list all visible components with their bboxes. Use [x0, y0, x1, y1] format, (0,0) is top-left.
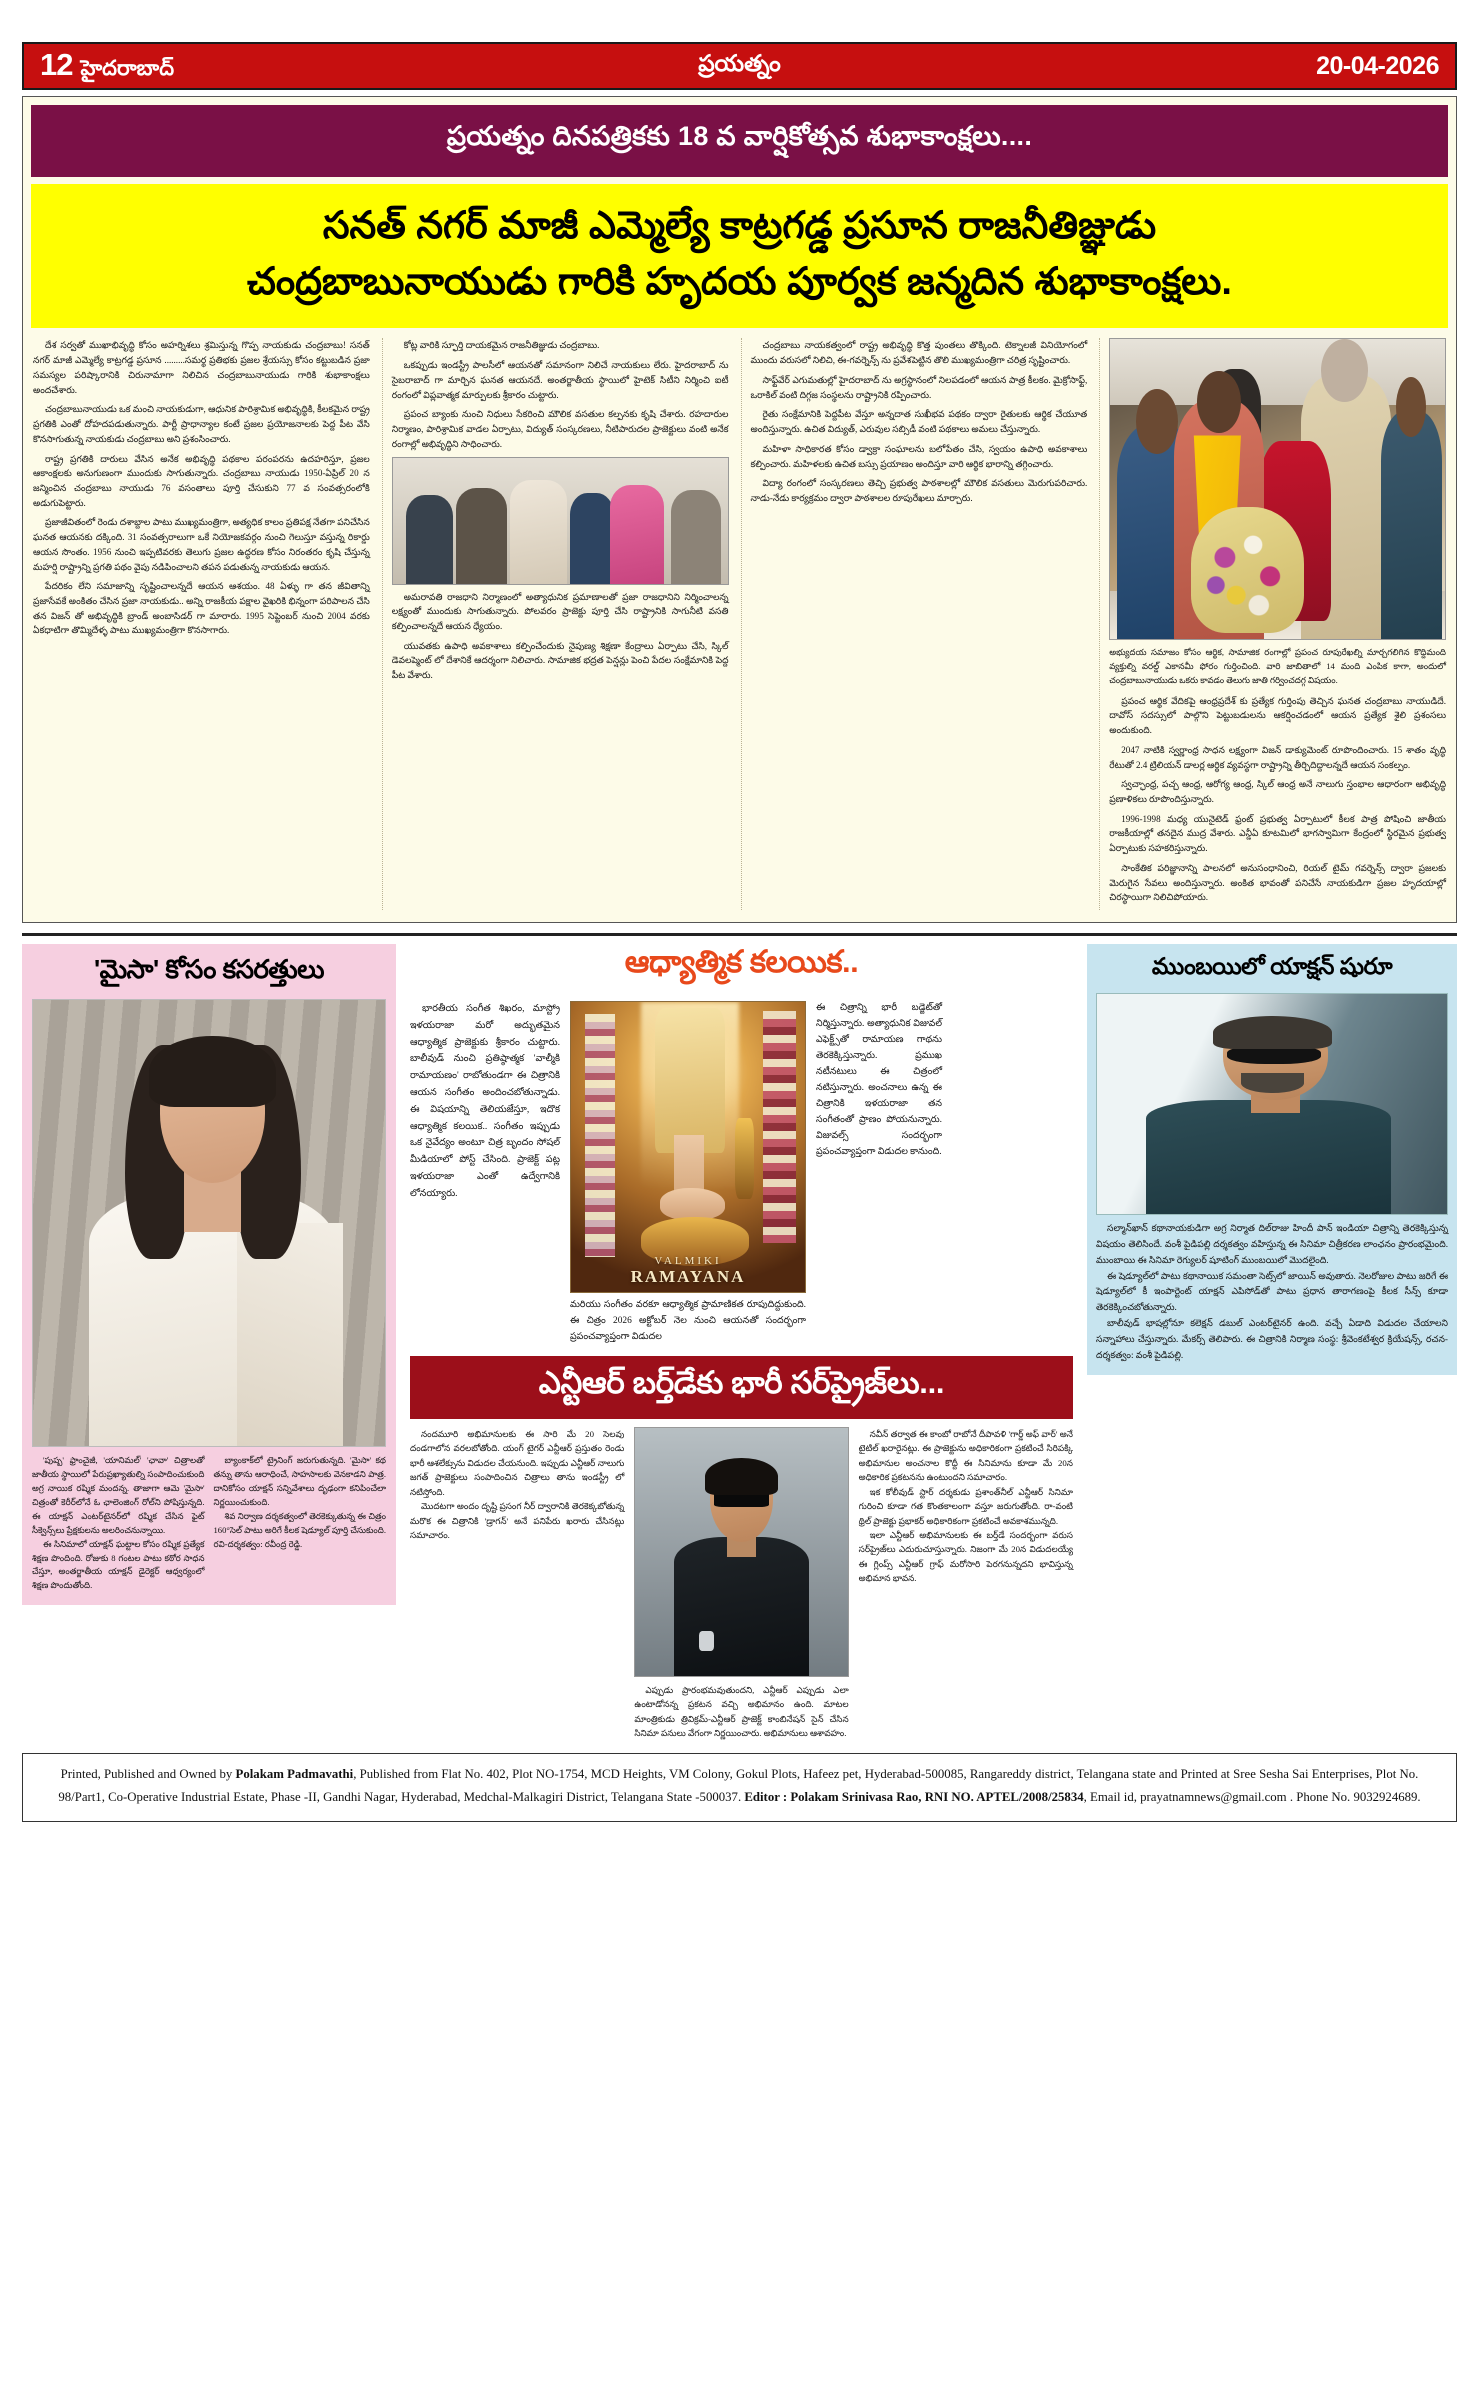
paragraph: ఇలా ఎన్టీఆర్ అభిమానులకు ఈ బర్త్‌డే సందర్భంగా వరుస సర్‌ప్రైజ్‌లు ఎదురుచూస్తున్నారు. నిజంగా మే 20న విడుదలయ్యే ఈ గ్లింప్స్ ఎన్టీఆర్ గ్రాఫ్ మరోసారి పెరగనున్నదని భావిస్తున్న అభిమాన భావన. — [858, 1529, 1073, 1584]
rashmika-headline: 'మైసా' కోసం కసరత్తులు — [93, 954, 325, 985]
ntr-column-2 — [634, 1427, 848, 1741]
middle-column-wrapper — [406, 944, 1077, 1741]
birthday-banner-line-1: సనత్ నగర్ మాజీ ఎమ్మెల్యే కాట్రగడ్డ ప్రసూన రాజనీతిజ్ఞుడు — [322, 205, 1157, 247]
poster-title-line-1: VALMIKI — [654, 1255, 722, 1268]
rashmika-panel — [22, 944, 396, 1605]
paragraph: రైతు సంక్షేమానికి పెద్దపీట వేస్తూ అన్నదాత సుఖీభవ పథకం ద్వారా రైతులకు ఆర్థిక చేయూత అందిస్తున్నారు. ఉచిత విద్యుత్, ఎరువుల సబ్సిడీ వంటి పథకాలు అమలు చేస్తున్నారు. — [750, 409, 1088, 435]
poster-caption: మరియు సంగీతం వరకూ ఆధ్యాత్మిక ప్రామాణికత రూపుదిద్దుకుంది. ఈ చిత్రం 2026 అక్టోబర్ నెల నుంచి ఆయనతో సందర్భంగా ప్రపంచవ్యాప్తంగా విడుదల — [570, 1300, 806, 1343]
rashmika-text-columns — [32, 1454, 386, 1593]
salman-caption — [1096, 1221, 1448, 1363]
paragraph: చంద్రబాబు నాయకత్వంలో రాష్ట్ర అభివృద్ధి కొత్త పుంతలు తొక్కింది. టెక్నాలజీ వినియోగంలో ముందు వరుసలో నిలిచి, ఈ-గవర్నెన్స్ ను ప్రవేశపెట్టిన తొలి ముఖ్యమంత్రిగా చరిత్ర సృష్టించారు. — [750, 340, 1088, 366]
poster-title-line-2: RAMAYANA — [630, 1267, 746, 1287]
spiritual-right-text — [816, 1001, 942, 1346]
paragraph: ఈ షెడ్యూల్‌లో పాటు కథానాయిక సమంతా సెట్స్‌లో జాయిన్ అవుతారు. నెలరోజుల పాటు జరిగే ఈ షెడ్యూల్‌లో కీ ఇంపార్టెంట్ యాక్షన్ ఎపిసోడ్‌తో పాటు ప్రధాన తారాగణంపై కీలక సీన్స్ కూడా తెరకెక్కించబోతున్నారు. — [1096, 1270, 1448, 1313]
photo-group-meeting — [392, 457, 729, 585]
article-column-2 — [382, 338, 729, 910]
photo-chandrababu-greeting — [1109, 338, 1446, 640]
spiritual-body — [406, 997, 1077, 1346]
paragraph: పేదరికం లేని సమాజాన్ని సృష్టించాలన్నదే ఆయన ఆశయం. 48 ఏళ్ళు గా తన జీవితాన్ని ప్రజాసేవకే అంకితం చేసిన ప్రజా నాయకుడు.. అన్ని రాజకీయ పక్షాల వైఖరికి భిన్నంగా పరిపాలన చేసి తన విజన్ తో అభివృద్ధికి బ్రాండ్ అంబాసిడర్ గా మారారు. 1995 సెప్టెంబర్ నుంచి 2004 వరకు ఏకధాటిగా తొమ్మిదేళ్ళ పాటు ముఖ్యమంత్రిగా కొనసాగారు. — [33, 581, 370, 636]
article-column-3 — [741, 338, 1088, 910]
poster-title — [571, 1255, 805, 1287]
paragraph: సాంకేతిక పరిజ్ఞానాన్ని పాలనలో అనుసంధానించి, రియల్ టైమ్ గవర్నెన్స్ ద్వారా ప్రజలకు మెరుగైన సేవలు అందిస్తున్నారు. అంకిత భావంతో పనిచేసే నాయకుడిగా ప్రజల హృదయాల్లో చిరస్థాయిగా నిలిచిపోయారు. — [1109, 862, 1446, 903]
salman-headline: ముంబయిలో యాక్షన్ షురూ — [1151, 953, 1393, 980]
footer-imprint — [22, 1753, 1457, 1822]
paragraph: భారతీయ సంగీత శిఖరం, మాస్ట్రో ఇళయరాజా మరో అద్భుతమైన ఆధ్యాత్మిక ప్రాజెక్టుకు శ్రీకారం చుట్టారు. బాలీవుడ్ నుంచి ప్రతిష్ఠాత్మక 'వాల్మీకి రామాయణం' రాబోతుండగా ఈ చిత్రానికి ఆయన సంగీతం అందించబోతున్నాడు. ఈ విషయాన్ని తెలియజేస్తూ, ఇదొక ఆధ్యాత్మిక కలయిక.. సంగీతం ఇప్పుడు ఒక నైవేద్యం అంటూ చిత్ర బృందం సోషల్ మీడియాలో పోస్ట్ చేసింది. ప్రాజెక్ట్ పట్ల ఇళయరాజా ఎంతో ఉద్వేగానికి లోనయ్యారు. — [410, 1003, 560, 1199]
footer-line-3-c: , Email id, prayatnamnews@gmail.com . Phone No. 9032924689. — [1083, 1790, 1421, 1805]
lower-sections — [22, 944, 1457, 1741]
ntr-column-1 — [410, 1427, 624, 1741]
paragraph: అమరావతి రాజధాని నిర్మాణంలో అత్యాధునిక ప్రమాణాలతో ప్రజా రాజధానిని నిర్మించాలన్న లక్ష్యంతో ముందుకు సాగుతున్నారు. పోలవరం ప్రాజెక్టు పూర్తి చేసి రాష్ట్రానికి సాగునీటి వసతి కల్పించాలన్నదే ఆయన ధ్యేయం. — [391, 591, 729, 631]
article-column-4 — [1099, 338, 1446, 910]
photo-ntr — [634, 1427, 848, 1677]
poster-valmiki-ramayana — [570, 1001, 806, 1293]
paragraph: యువతకు ఉపాధి అవకాశాలు కల్పించేందుకు నైపుణ్య శిక్షణా కేంద్రాలు ఏర్పాటు చేసి, స్కిల్ డెవలప్మెంట్ లో దేశానికే ఆదర్శంగా నిలిచారు. సామాజిక భద్రత పెన్షన్లు పెంచి పేదల సంక్షేమానికి పెద్ద పీట వేశారు. — [391, 640, 729, 681]
paragraph: ఈ చిత్రాన్ని భారీ బడ్జెట్‌తో నిర్మిస్తున్నారు. అత్యాధునిక విజువల్ ఎఫెక్ట్స్‌తో రామాయణ గాథను తెరకెక్కిస్తున్నారు. ప్రముఖ నటీనటులు ఈ చిత్రంలో నటిస్తున్నారు. అంచనాలు ఉన్న ఈ చిత్రానికి ఇళయరాజా తన సంగీతంతో ప్రాణం పోయనున్నారు. విజువల్స్ సందర్భంగా ప్రపంచవ్యాప్తంగా విడుదల కానుంది. — [816, 1003, 942, 1157]
paragraph: ప్రపంచ ఆర్థిక వేదికపై ఆంధ్రప్రదేశ్ కు ప్రత్యేక గుర్తింపు తెచ్చిన ఘనత చంద్రబాబు నాయుడిదే. దావోస్ సదస్సులో పాల్గొని పెట్టుబడులను ఆకర్షించడంలో ఆయన ప్రత్యేక శైలి ప్రశంసలు అందుకుంది. — [1109, 695, 1446, 736]
photo-salman-khan — [1096, 993, 1448, 1215]
birthday-banner — [31, 184, 1448, 328]
paragraph: రాష్ట్ర ప్రగతికి దారులు వేసిన అనేక అభివృద్ధి పథకాల పరంపరను ఉదహరిస్తూ, ప్రజల ఆకాంక్షలకు అనుగుణంగా ముందుకు సాగుతున్నారు. చంద్రబాబు నాయుడు 1950-ఏప్రిల్ 20 న జన్మించిన చంద్రబాబు నాయుడు 76 వసంతాలు పూర్తి చేసుకుని 77 వ సంవత్సరంలోకి అడుగుపెట్టారు. — [33, 453, 370, 508]
paragraph: 'పుష్ప' ఫ్రాంచైజీ, 'యానిమల్' 'ఛావా' చిత్రాలతో జాతీయ స్థాయిలో పేరుప్రఖ్యాతుల్ని సంపాదించుకుంది అగ్ర నాయిక రష్మిక మందన్న. తాజాగా ఆమె 'మైసా' చిత్రంతో కెరీర్‌లోనే ఓ ఛాలెంజింగ్ రోల్‌ని పోషిస్తున్నది. ఈ యాక్షన్ ఎంటర్‌టైనర్‌లో రష్మిక చేసిన ఫైట్ సీక్వెన్స్‌లు ప్రేక్షకులను అలరించనున్నాయి. — [32, 1455, 205, 1535]
paragraph: చంద్రబాబునాయుడు ఒక మంచి నాయకుడుగా, ఆధునిక పారిశ్రామిక అభివృద్ధికి, కీలకమైన రాష్ట్ర ప్రగతికి ఎంతో దోహదపడుతున్నారు. పార్టీ ప్రాధాన్యాల కంటే ప్రజల ప్రయోజనాలకు పెద్ద పీట వేసి కొనసాగుతున్న నాయకుడు చంద్రబాబు అని ప్రశంసించారు. — [33, 404, 370, 444]
newspaper-page — [0, 42, 1479, 2406]
spiritual-left-text — [410, 1001, 560, 1346]
photo-rashmika — [32, 999, 386, 1447]
footer-line-3-a: Telangana State -500037. — [610, 1790, 745, 1805]
city-name: హైదరాబాద్ — [80, 56, 175, 80]
poster-wrapper — [570, 1001, 806, 1346]
ntr-article — [406, 1427, 1077, 1741]
paragraph: శివ నిర్వాణ దర్శకత్వంలో తెరకెక్కుతున్న ఈ చిత్రం 160°సెల్ పాటు అరిగే కీలక షెడ్యూల్ పూర్తి చేసుకుంది. రవి-దర్శకత్వం: రవీంద్ర రెడ్డి. — [213, 1510, 386, 1549]
paragraph: సాఫ్ట్‌వేర్ ఎగుమతుల్లో హైదరాబాద్ ను అగ్రస్థానంలో నిలపడంలో ఆయన పాత్ర కీలకం. మైక్రోసాఫ్ట్, ఒరాకిల్ వంటి దిగ్గజ సంస్థలను రాష్ట్రానికి రప్పించారు. — [750, 374, 1088, 400]
footer-editor: Editor : Polakam Srinivasa Rao, — [744, 1790, 922, 1805]
paragraph: 1996-1998 మధ్య యునైటెడ్ ఫ్రంట్ ప్రభుత్వ ఏర్పాటులో కీలక పాత్ర పోషించి జాతీయ రాజకీయాల్లో తనదైన ముద్ర వేశారు. ఎన్డీఏ కూటమిలో భాగస్వామిగా కేంద్రంలో స్థిరమైన ప్రభుత్వ ఏర్పాటుకు సహకరిస్తున్నారు. — [1109, 813, 1446, 854]
paragraph: ప్రపంచ బ్యాంకు నుంచి నిధులు సేకరించి మౌలిక వసతుల కల్పనకు కృషి చేశారు. రహదారుల నిర్మాణం, పారిశ్రామిక వాడల ఏర్పాటు, విద్యుత్ సంస్కరణలు, నీటిపారుదల ప్రాజెక్టులు వంటి అనేక రంగాల్లో అభివృద్ధిని సాధించారు. — [391, 409, 729, 449]
paragraph: దేశ సర్వతో ముఖాభివృద్ధి కోసం అహర్నిశలు శ్రమిస్తున్న గొప్ప నాయకుడు చంద్రబాబు! సనత్ నగర్ మాజీ ఎమ్మెల్యే కాట్రగడ్డ ప్రసూన .........సమర్థ ప్రతిభకు ప్రజల శ్రేయస్సు కోసం కట్టుబడిన ప్రజా సమస్యల పరిష్కారానికి చిరునామాగా నిలిచిన చంద్రబాబునాయుడు గారికి శుభాకాంక్షలు అందచేశారు. — [33, 340, 370, 395]
spiritual-section — [406, 944, 1077, 1346]
paragraph: నందమూరి అభిమానులకు ఈ సారి మే 20 సెలవు దండగాలోన వరలబోతోంది. యంగ్ టైగర్ ఎన్టీఆర్ ప్రస్తుతం రెండు భారీ ఆశలేక్సును విడుదల చేయనుంది. ఇప్పుడు ఎన్టీఆర్ నాలుగు జగత్ ప్రాజెక్టులు సంపాదించిన చిత్రాలు తాను ఇండస్ట్రీ లో నటిస్తోంది. — [410, 1429, 625, 1497]
article-column-1 — [33, 338, 370, 910]
paragraph: ఇక కోలీవుడ్ స్టార్ దర్శకుడు ప్రశాంత్‌నీల్ ఎన్టీఆర్ సినిమా గురించి కూడా గత కొంతకాలంగా వస్తూ జరుగుతోంది. రా-వంటి థ్రిల్ ప్రాజెక్టు ప్రభాకర్ అధికారికంగా ప్రకటించే అవకాశమున్నది. — [858, 1486, 1073, 1526]
section-divider — [22, 933, 1457, 936]
paragraph: ఈ సినిమాలో యాక్షన్ ఘట్టాల కోసం రష్మిక ప్రత్యేక శిక్షణ పొందింది. రోజుకు 8 గంటల పాటు కఠోర సాధన చేస్తూ, అంతర్జాతీయ యాక్షన్ డైరెక్టర్ ఆధ్వర్యంలో శిక్షణ పొందుతోంది. — [32, 1538, 205, 1591]
paragraph: బాలీవుడ్ భాషల్లోనూ కలెక్షన్ డబుల్ ఎంటర్‌టైనర్ ఉంది. వచ్చే ఏడాది విడుదల చేయాలని సన్నాహాలు చేస్తున్నారు. మేకర్స్ తెలిపారు. ఈ చిత్రానికి నిర్మాణ సంస్థ: శ్రీవెంకటేశ్వర క్రియేషన్స్, రచన-దర్శకత్వం: వంశీ పైడిపల్లి. — [1096, 1318, 1448, 1360]
spiritual-headline: ఆధ్యాత్మిక కలయిక.. — [624, 944, 859, 980]
page-number: 12 — [40, 46, 73, 82]
footer-line-1-suffix: , Published from Flat No. 402, Plot NO-1754, MCD Heights, VM Colony, Gokul Plots, Hafeez pet, Hyderabad-500085, Rangareddy — [353, 1766, 1032, 1781]
lead-article — [31, 336, 1448, 914]
paragraph: మహిళా సాధికారత కోసం డ్వాక్రా సంఘాలను బలోపేతం చేసి, స్వయం ఉపాధి అవకాశాలు కల్పించారు. మహిళలకు ఉచిత బస్సు ప్రయాణం అందిస్తూ వారి ఆర్థిక భారాన్ని తగ్గించారు. — [750, 443, 1088, 469]
rashmika-column-2 — [214, 1454, 387, 1593]
paragraph: సల్మాన్‌ఖాన్ కథానాయకుడిగా అగ్ర నిర్మాత దిల్‌రాజు హిందీ పాన్ ఇండియా చిత్రాన్ని తెరకెక్కిస్తున్న విషయం తెలిసిందే. వంశీ పైడిపల్లి దర్శకత్వం వహిస్తున్న ఈ సినిమా చిత్రీకరణ లాంఛనం ప్రారంభమైంది. ముంబాయి ఈ సినిమా రెగ్యులర్ షూటింగ్ ముంబయిలో మొదలైంది. — [1096, 1223, 1448, 1265]
photo-caption-chandrababu: అభ్యుదయ సమాజం కోసం ఆర్థిక, సామాజిక రంగాల్లో ప్రపంచ రూపురేఖల్ని మార్చగలిగిన కొద్దిమంది వ్యక్తుల్ని వరల్డ్ ఎకానమీ ఫోరం గుర్తించింది. వారి జాబితాలో 14 మంది ఎంపిక కాగా, అందులో చంద్రబాబునాయుడు ఒకరు కావడం తెలుగు జాతి గర్వించదగ్గ విషయం. — [1109, 647, 1446, 685]
paragraph: కోట్ల వారికి స్ఫూర్తి దాయకమైన రాజనీతిజ్ఞుడు చంద్రబాబు. — [403, 340, 600, 351]
paragraph: బ్యాంకాక్‌లో ట్రైనింగ్ జరుగుతున్నది. 'మైసా' కథ తన్ను తాను ఆరాధించే, సాహసాలకు వెనకాడని పాత్ర. దానికోసం యాక్షన్ సన్నివేశాలు దృఢంగా కనిపించేలా నిర్ణయించుకుంది. — [213, 1455, 386, 1507]
masthead-left — [40, 47, 174, 86]
paragraph: నవీన్ తర్వాత ఈ కాంబో రాబోనే దీపావళి 'గార్డ్ అఫ్ వార్' అనే టైటిల్ ఖరారైనట్లు. ఈ ప్రాజెక్టును అధికారికంగా ప్రకటించే సిరిపక్కి అభిమానుల అంచనాల కొద్దీ ఈ సినిమాను కూడా మే 20న అధికారిక ప్రకటనను ఉంటుందని సమాచారం. — [858, 1429, 1073, 1483]
footer-rni-number: RNI NO. APTEL/2008/25834 — [924, 1790, 1084, 1805]
paragraph: ఒకప్పుడు ఇండస్ట్రీ పాలసీలో ఆయనతో సమానంగా నిలిచే నాయకులు లేరు. హైదరాబాద్ ను సైబరాబాద్ గా మార్చిన ఘనత ఆయనదే. అంతర్జాతీయ స్థాయిలో హైటెక్ సిటీని నిర్మించి ఐటీ రంగంలో విప్లవాత్మక మార్పులకు శ్రీకారం చుట్టారు. — [391, 360, 729, 400]
rashmika-column-1 — [32, 1454, 205, 1593]
ntr-headline: ఎన్టీఆర్ బర్త్‌డేకు భారీ సర్‌ప్రైజ్‌లు... — [410, 1356, 1073, 1419]
publication-date: 20-04-2026 — [1316, 51, 1439, 80]
footer-line-1-prefix: Printed, Published and Owned by — [60, 1766, 236, 1781]
main-content-box — [22, 96, 1457, 923]
paragraph: విద్యా రంగంలో సంస్కరణలు తెచ్చి ప్రభుత్వ పాఠశాలల్లో మౌలిక వసతులు మెరుగుపరిచారు. నాడు-నేడు కార్యక్రమం ద్వారా పాఠశాలల రూపురేఖలు మార్చారు. — [750, 478, 1088, 503]
footer-line-2: district, Telangana state and Printed at Sree Sesha Sai Enterprises, Plot No. 98/Part1, Co-Operative Industrial Estate, Phase -II, Gandhi Nagar, Hyderabad, Medchal-Malkagiri District, — [58, 1766, 1419, 1805]
paragraph: ప్రజాజీవితంలో రెండు దశాబ్దాల పాటు ముఖ్యమంత్రిగా, అత్యధిక కాలం ప్రతిపక్ష నేతగా పనిచేసిన ఘనత ఆయనకు దక్కింది. 31 సంవత్సరాలుగా ఒకే నియోజకవర్గం నుంచి గెలుస్తూ వస్తున్న రికార్డు ఆయన సొంతం. 1956 నుంచి ఇప్పటివరకు తెలుగు ప్రజల ఉద్ధరణ కోసం నిరంతరం కృషి చేస్తున్న మహర్షి రాష్ట్రాన్ని ప్రగతి పథం వైపు నడిపించాలని తపన పడుతున్న నాయకుడు ఆయన. — [33, 517, 370, 572]
paragraph: ఎప్పుడు ప్రారంభమవుతుందని, ఎన్టీఆర్ ఎప్పుడు ఎలా ఉంటాడోనన్న ప్రకటన వచ్చి అభిమానం ఉంది. మాటల మాంత్రికుడు త్రివిక్రమ్-ఎన్టీఆర్ ప్రాజెక్ట్ కాంబినేషన్ సైన్ చేసిన సినిమా పనులు వేగంగా నిర్ణయించారు. అభిమానులు ఆశావహం. — [634, 1685, 849, 1739]
ntr-column-3 — [859, 1427, 1073, 1741]
paper-title: ప్రయత్నం — [698, 49, 781, 76]
salman-panel — [1087, 944, 1457, 1374]
anniversary-banner: ప్రయత్నం దినపత్రికకు 18 వ వార్షికోత్సవ శుభాకాంక్షలు.... — [31, 105, 1448, 177]
masthead — [22, 42, 1457, 90]
paragraph: స్వచ్ఛాంధ్ర, పచ్చ ఆంధ్ర, ఆరోగ్య ఆంధ్ర, స్కిల్ ఆంధ్ర అనే నాలుగు స్తంభాల ఆధారంగా అభివృద్ధి ప్రణాళికలు రూపొందిస్తున్నారు. — [1109, 779, 1446, 805]
paragraph: 2047 నాటికి స్వర్ణాంధ్ర సాధన లక్ష్యంగా విజన్ డాక్యుమెంట్ రూపొందించారు. 15 శాతం వృద్ధి రేటుతో 2.4 ట్రిలియన్ డాలర్ల ఆర్థిక వ్యవస్థగా రాష్ట్రాన్ని తీర్చిదిద్దాలన్నదే ఆయన సంకల్పం. — [1109, 744, 1446, 770]
paragraph: మొదటగా అందం దృష్టి ప్రసంగ నీర్ ద్వారానికి తెరకెక్కబోతున్న మరొక ఈ చిత్రానికి 'డ్రాగన్' అనే పనిపేరు ఖరారు చేసినట్లు సమాచారం. — [410, 1501, 625, 1540]
birthday-banner-line-2: చంద్రబాబునాయుడు గారికి హృదయ పూర్వక జన్మదిన శుభాకాంక్షలు. — [247, 261, 1232, 304]
footer-owner-name: Polakam Padmavathi — [235, 1766, 354, 1781]
